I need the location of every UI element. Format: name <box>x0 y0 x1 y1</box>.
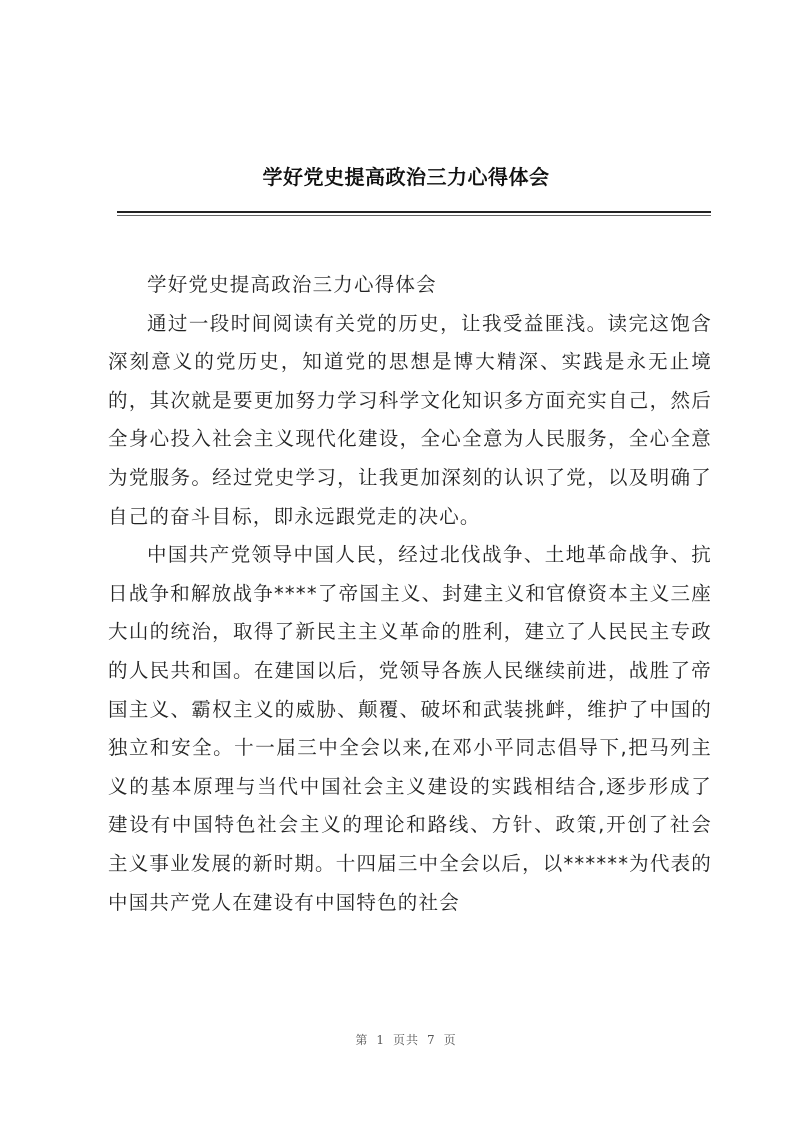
footer-middle: 页共 <box>392 1033 419 1047</box>
footer-suffix: 页 <box>443 1033 457 1047</box>
footer-total-pages: 7 <box>427 1033 436 1047</box>
page-number-footer <box>0 1031 800 1048</box>
title-divider <box>117 211 711 213</box>
title-divider-thin <box>117 215 711 216</box>
document-title: 学好党史提高政治三力心得体会 <box>262 165 550 189</box>
footer-prefix: 第 <box>355 1033 369 1047</box>
body-paragraph: 通过一段时间阅读有关党的历史，让我受益匪浅。读完这饱含深刻意义的党历史，知道党的思想是博大精深、实践是永无止境的，其次就是要更加努力学习科学文化知识多方面充实自己，然后全身心投入社会主义现代化建设，全心全意为人民服务，全心全意为党服务。经过党史学习，让我更加深刻的认识了党，以及明确了自己的奋斗目标，即永远跟党走的决心。 <box>108 311 712 528</box>
footer-page-number: 1 <box>376 1033 385 1047</box>
body-paragraph: 中国共产党领导中国人民，经过北伐战争、土地革命战争、抗日战争和解放战争****了帝国主义、封建主义和官僚资本主义三座大山的统治，取得了新民主主义革命的胜利，建立了人民民主专政的人民共和国。在建国以后，党领导各族人民继续前进，战胜了帝国主义、霸权主义的威胁、颠覆、破坏和武装挑衅，维护了中国的独立和安全。十一届三中全会以来,在邓小平同志倡导下,把马列主义的基本原理与当代中国社会主义建设的实践相结合,逐步形成了建设有中国特色社会主义的理论和路线、方针、政策,开创了社会主义事业发展的新时期。十四届三中全会以后，以******为代表的中国共产党人在建设有中国特色的社会 <box>108 543 712 914</box>
document-body <box>108 266 712 922</box>
body-paragraph-heading: 学好党史提高政治三力心得体会 <box>147 273 437 296</box>
